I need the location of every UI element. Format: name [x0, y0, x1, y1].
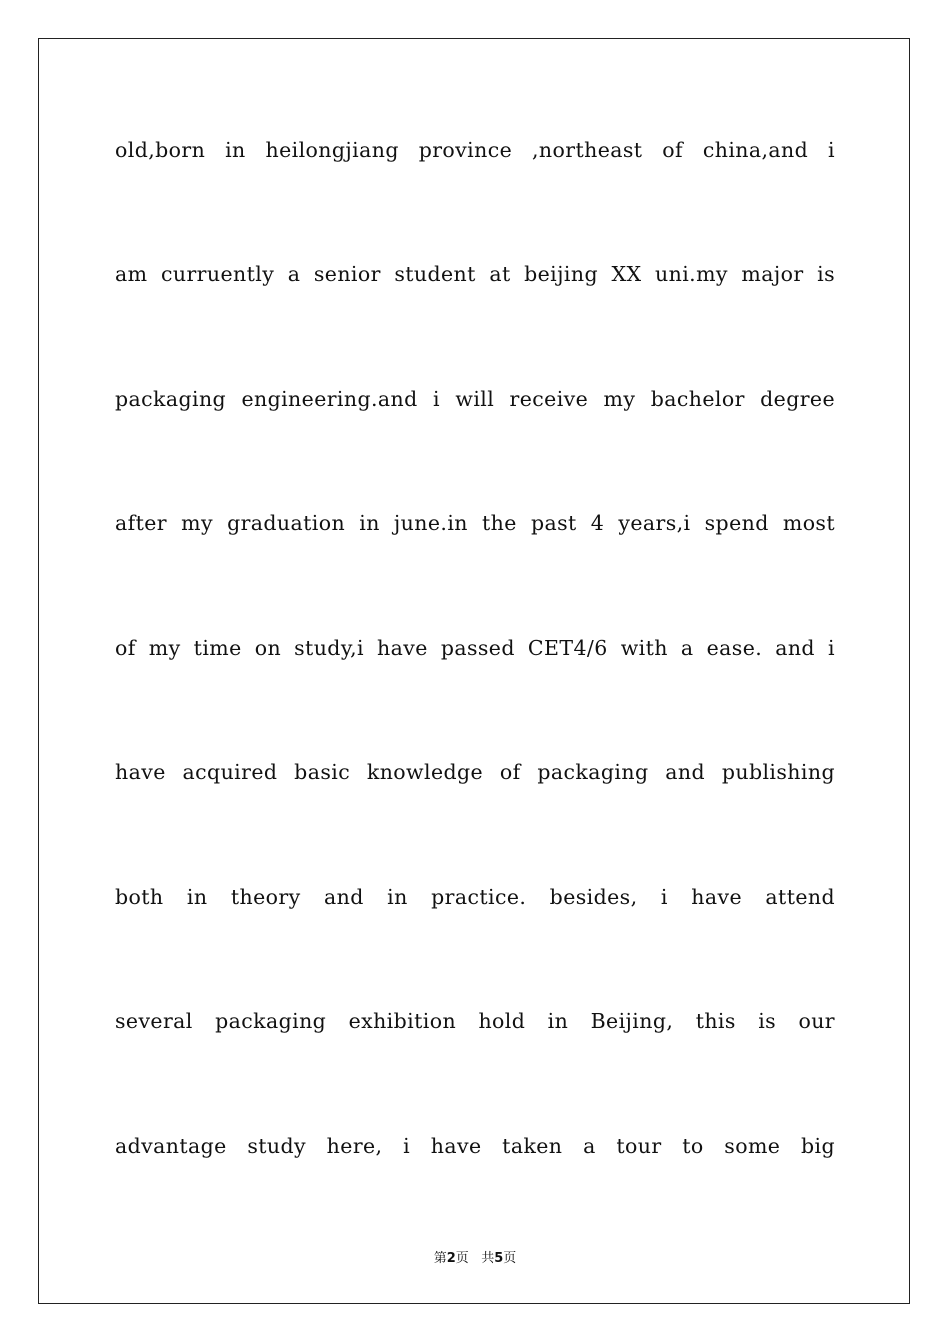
body-line-4: after my graduation in june.in the past 4 years,i spend most [115, 511, 835, 535]
total-pages-number: 5 [494, 1251, 504, 1266]
total-pages-prefix: 共 [481, 1251, 495, 1266]
total-pages-suffix: 页 [503, 1251, 517, 1266]
body-line-1: old,born in heilongjiang province ,northeast of china,and i [115, 138, 835, 162]
page-number-suffix: 页 [455, 1251, 469, 1266]
body-line-9: advantage study here, i have taken a tour to some big [115, 1134, 835, 1158]
body-line-7: both in theory and in practice. besides, i have attend [115, 885, 835, 909]
page-footer [0, 1247, 950, 1266]
body-line-3: packaging engineering.and i will receive my bachelor degree [115, 387, 835, 411]
page-number-prefix: 第 [433, 1251, 447, 1266]
body-line-2: am curruently a senior student at beijing XX uni.my major is [115, 262, 835, 286]
current-page-number: 2 [446, 1251, 456, 1266]
body-line-8: several packaging exhibition hold in Beijing, this is our [115, 1009, 835, 1033]
body-line-5: of my time on study,i have passed CET4/6 with a ease. and i [115, 636, 835, 660]
page-frame [38, 38, 910, 1304]
body-line-6: have acquired basic knowledge of packaging and publishing [115, 760, 835, 784]
